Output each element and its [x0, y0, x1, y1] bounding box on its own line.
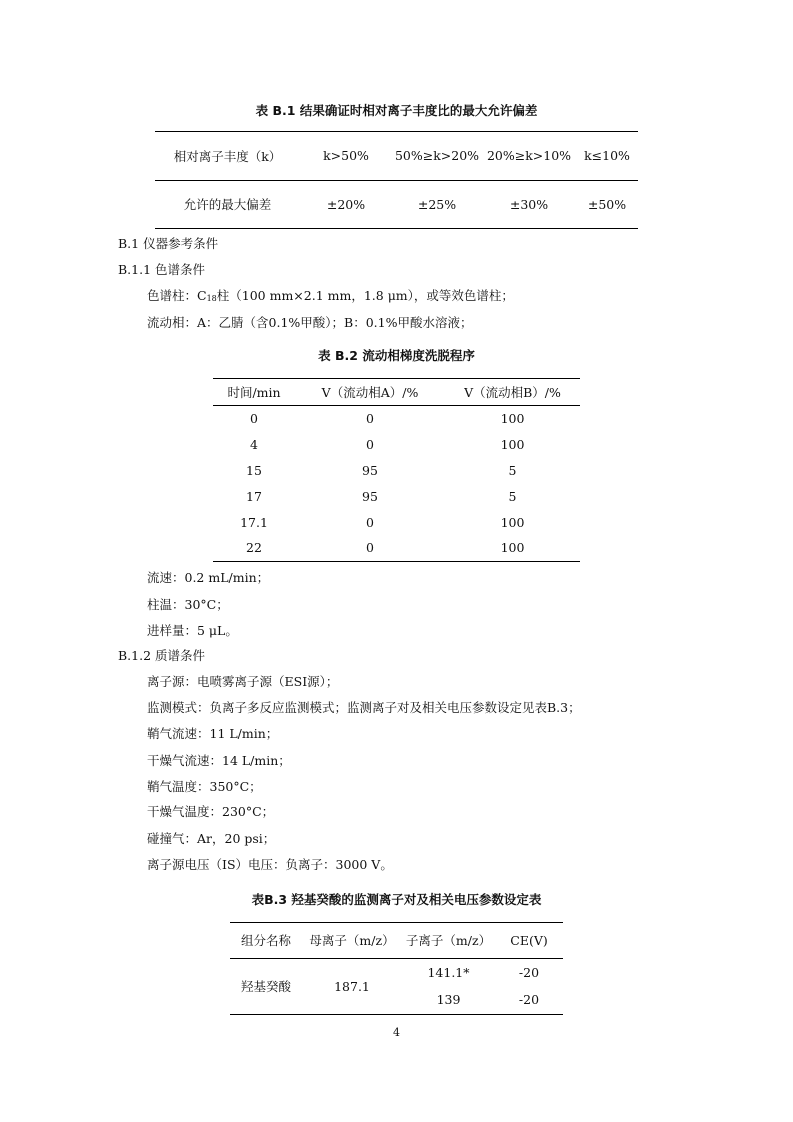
- table-cell: 4: [250, 436, 258, 452]
- section-b12-heading: B.1.2 质谱条件: [118, 648, 206, 663]
- table-b2-header-row: [213, 379, 580, 405]
- table-cell: 139: [436, 992, 461, 1008]
- table-b3-header-cell: 母离子（m/z）: [309, 933, 395, 949]
- column-line: [147, 286, 514, 304]
- table-cell: 141.1*: [427, 964, 470, 980]
- table-cell: 100: [500, 540, 525, 556]
- column-pre: 色谱柱：C: [147, 288, 207, 303]
- table-row: [230, 958, 563, 986]
- table-b1-caption: 表 B.1 结果确证时相对离子丰度比的最大允许偏差: [255, 103, 538, 118]
- table-row: [213, 509, 580, 535]
- table-cell: 15: [246, 462, 262, 478]
- table-b1-cell: ±20%: [326, 196, 366, 212]
- table-b1-header-cell: k≤10%: [584, 148, 630, 164]
- table-b3-caption: 表B.3 羟基癸酸的监测离子对及相关电压参数设定表: [251, 892, 542, 907]
- mobile-phase-line: 流动相：A：乙腈（含0.1%甲酸）；B：0.1%甲酸水溶液；: [147, 315, 473, 330]
- table-b1: [155, 132, 638, 229]
- column-sub: 18: [206, 294, 217, 303]
- table-b3-header-cell: 子离子（m/z）: [405, 933, 492, 949]
- component-name-cell: 羟基癸酸: [240, 979, 291, 994]
- column-temp-line: 柱温：30°C；: [147, 597, 229, 612]
- table-cell: 0: [366, 436, 374, 452]
- ms-line: 鞘气温度：350°C；: [147, 779, 262, 794]
- table-b3-header-cell: 组分名称: [240, 933, 291, 949]
- table-row: [213, 483, 580, 509]
- table-cell: 100: [500, 410, 525, 426]
- table-cell: -20: [518, 992, 540, 1008]
- table-cell: 5: [508, 462, 517, 478]
- table-b1-row: [155, 180, 638, 228]
- table-b1-cell: ±30%: [509, 196, 549, 212]
- table-b3: [230, 923, 563, 1015]
- table-b1-cell: ±50%: [587, 196, 627, 212]
- table-b2-header-cell: V（流动相A）/%: [321, 384, 419, 400]
- ms-line: 鞘气流速：11 L/min；: [147, 726, 279, 741]
- table-row: [213, 405, 580, 431]
- section-b1-heading: B.1 仪器参考条件: [118, 236, 219, 251]
- table-row: [213, 457, 580, 483]
- table-cell: 0: [366, 410, 374, 426]
- table-b1-cell: ±25%: [417, 196, 457, 212]
- ms-line: 干燥气温度：230°C；: [147, 804, 275, 819]
- table-cell: 100: [500, 436, 525, 452]
- table-cell: 0: [366, 540, 374, 556]
- table-b2-header-cell: V（流动相B）/%: [464, 384, 561, 400]
- table-cell: -20: [518, 964, 540, 980]
- table-b3-header-row: [230, 923, 563, 958]
- table-cell: 17.1: [240, 514, 268, 530]
- table-b1-header-row: [155, 132, 638, 180]
- ms-line: 离子源电压（IS）电压：负离子：3000 V。: [147, 857, 393, 872]
- injection-line: 进样量：5 μL。: [147, 623, 238, 638]
- table-b2-header-cell: 时间/min: [227, 384, 281, 400]
- table-b2: [213, 379, 580, 562]
- table-cell: 0: [366, 514, 374, 530]
- table-b2-caption: 表 B.2 流动相梯度洗脱程序: [318, 348, 475, 363]
- page-number: 4: [393, 1026, 400, 1039]
- table-cell: 95: [362, 488, 378, 504]
- ms-line: 碰撞气：Ar，20 psi；: [147, 831, 276, 846]
- table-cell: 95: [362, 462, 378, 478]
- table-b1-header-cell: k>50%: [323, 148, 369, 164]
- table-b1-cell: 允许的最大偏差: [183, 197, 272, 212]
- parent-ion-cell: 187.1: [334, 978, 370, 994]
- ms-line: 监测模式：负离子多反应监测模式；监测离子对及相关电压参数设定见表B.3；: [147, 700, 581, 715]
- table-cell: 17: [246, 488, 262, 504]
- table-cell: 0: [250, 410, 258, 426]
- table-row: [213, 431, 580, 457]
- ms-line: 离子源：电喷雾离子源（ESI源）；: [147, 674, 339, 689]
- table-cell: 5: [508, 488, 517, 504]
- column-post: 柱（100 mm×2.1 mm，1.8 μm），或等效色谱柱；: [216, 288, 514, 303]
- table-row: [213, 535, 580, 561]
- section-b11-heading: B.1.1 色谱条件: [118, 262, 206, 277]
- table-b1-header-cell: 50%≥k>20%: [394, 148, 480, 164]
- table-b3-header-cell: CE(V): [510, 932, 548, 948]
- table-cell: 100: [500, 514, 525, 530]
- ms-line: 干燥气流速：14 L/min；: [147, 753, 291, 768]
- flow-rate-line: 流速：0.2 mL/min；: [147, 570, 270, 585]
- table-b1-header-cell: 相对离子丰度（k）: [173, 148, 282, 164]
- table-cell: 22: [246, 540, 262, 556]
- table-b1-header-cell: 20%≥k>10%: [486, 148, 572, 164]
